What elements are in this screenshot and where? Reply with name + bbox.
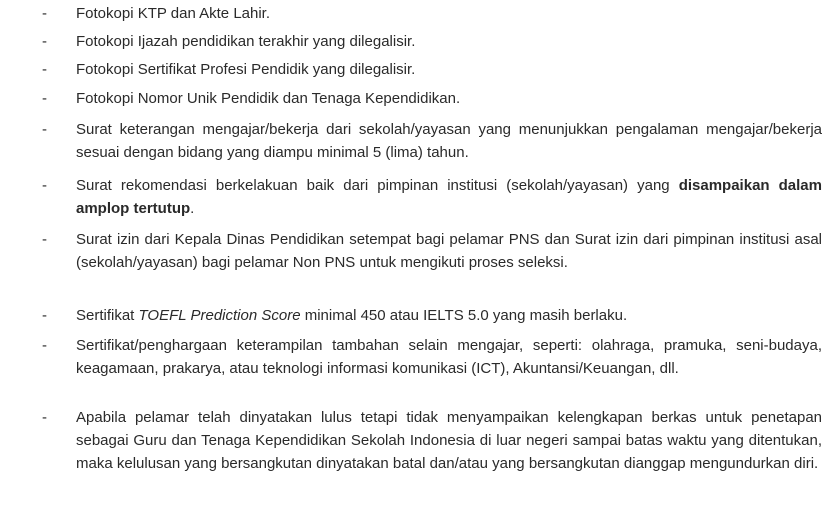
item-text-part: Surat rekomendasi berkelakuan baik dari pimpinan institusi (sekolah/yayasan) yang: [76, 177, 679, 194]
item-text-part: Sertifikat: [76, 307, 139, 324]
item-text: Sertifikat/penghargaan keterampilan tambahan selain mengajar, seperti: olahraga, pramuka, seni-budaya, keagamaan, prakarya, atau teknologi informasi komunikasi (ICT), Akuntansi/Keuangan, dll.: [76, 337, 822, 377]
item-text: Surat izin dari Kepala Dinas Pendidikan setempat bagi pelamar PNS dan Surat izin dari pimpinan institusi asal (sekolah/yayasan) bagi pelamar Non PNS untuk mengikuti proses seleksi.: [76, 231, 822, 271]
emphasis-italic: TOEFL Prediction Score: [138, 307, 301, 324]
bullet-dash: -: [42, 337, 47, 354]
item-text: Fotokopi Ijazah pendidikan terakhir yang dilegalisir.: [76, 33, 416, 50]
bullet-dash: -: [42, 5, 47, 22]
item-text: [76, 174, 822, 220]
bullet-dash: -: [42, 307, 47, 324]
item-text-part: .: [190, 200, 195, 217]
bullet-dash: -: [42, 61, 47, 78]
bullet-dash: -: [42, 33, 47, 50]
item-text: Apabila pelamar telah dinyatakan lulus tetapi tidak menyampaikan kelengkapan berkas untuk penetapan sebagai Guru dan Tenaga Kependidikan Sekolah Indonesia di luar negeri sampai batas waktu yang ditentukan, maka kelulusan yang bersangkutan dinyatakan batal dan/atau yang bersangkutan dianggap mengundurkan diri.: [76, 409, 822, 472]
bullet-dash: -: [42, 409, 47, 426]
bullet-dash: -: [42, 90, 47, 107]
item-text: Fotokopi KTP dan Akte Lahir.: [76, 5, 271, 22]
item-text: Surat keterangan mengajar/bekerja dari sekolah/yayasan yang menunjukkan pengalaman mengajar/bekerja sesuai dengan bidang yang diampu minimal 5 (lima) tahun.: [76, 121, 822, 161]
bullet-dash: -: [42, 231, 47, 248]
item-text: [76, 304, 822, 327]
item-text: Fotokopi Sertifikat Profesi Pendidik yang dilegalisir.: [76, 61, 416, 78]
bullet-dash: -: [42, 121, 47, 138]
item-text: Fotokopi Nomor Unik Pendidik dan Tenaga Kependidikan.: [76, 90, 461, 107]
item-text-part: minimal 450 atau IELTS 5.0 yang masih berlaku.: [300, 307, 628, 324]
bullet-dash: -: [42, 177, 47, 194]
emphasis-bold: disampaikan dalam amplop tertutup: [76, 177, 822, 217]
